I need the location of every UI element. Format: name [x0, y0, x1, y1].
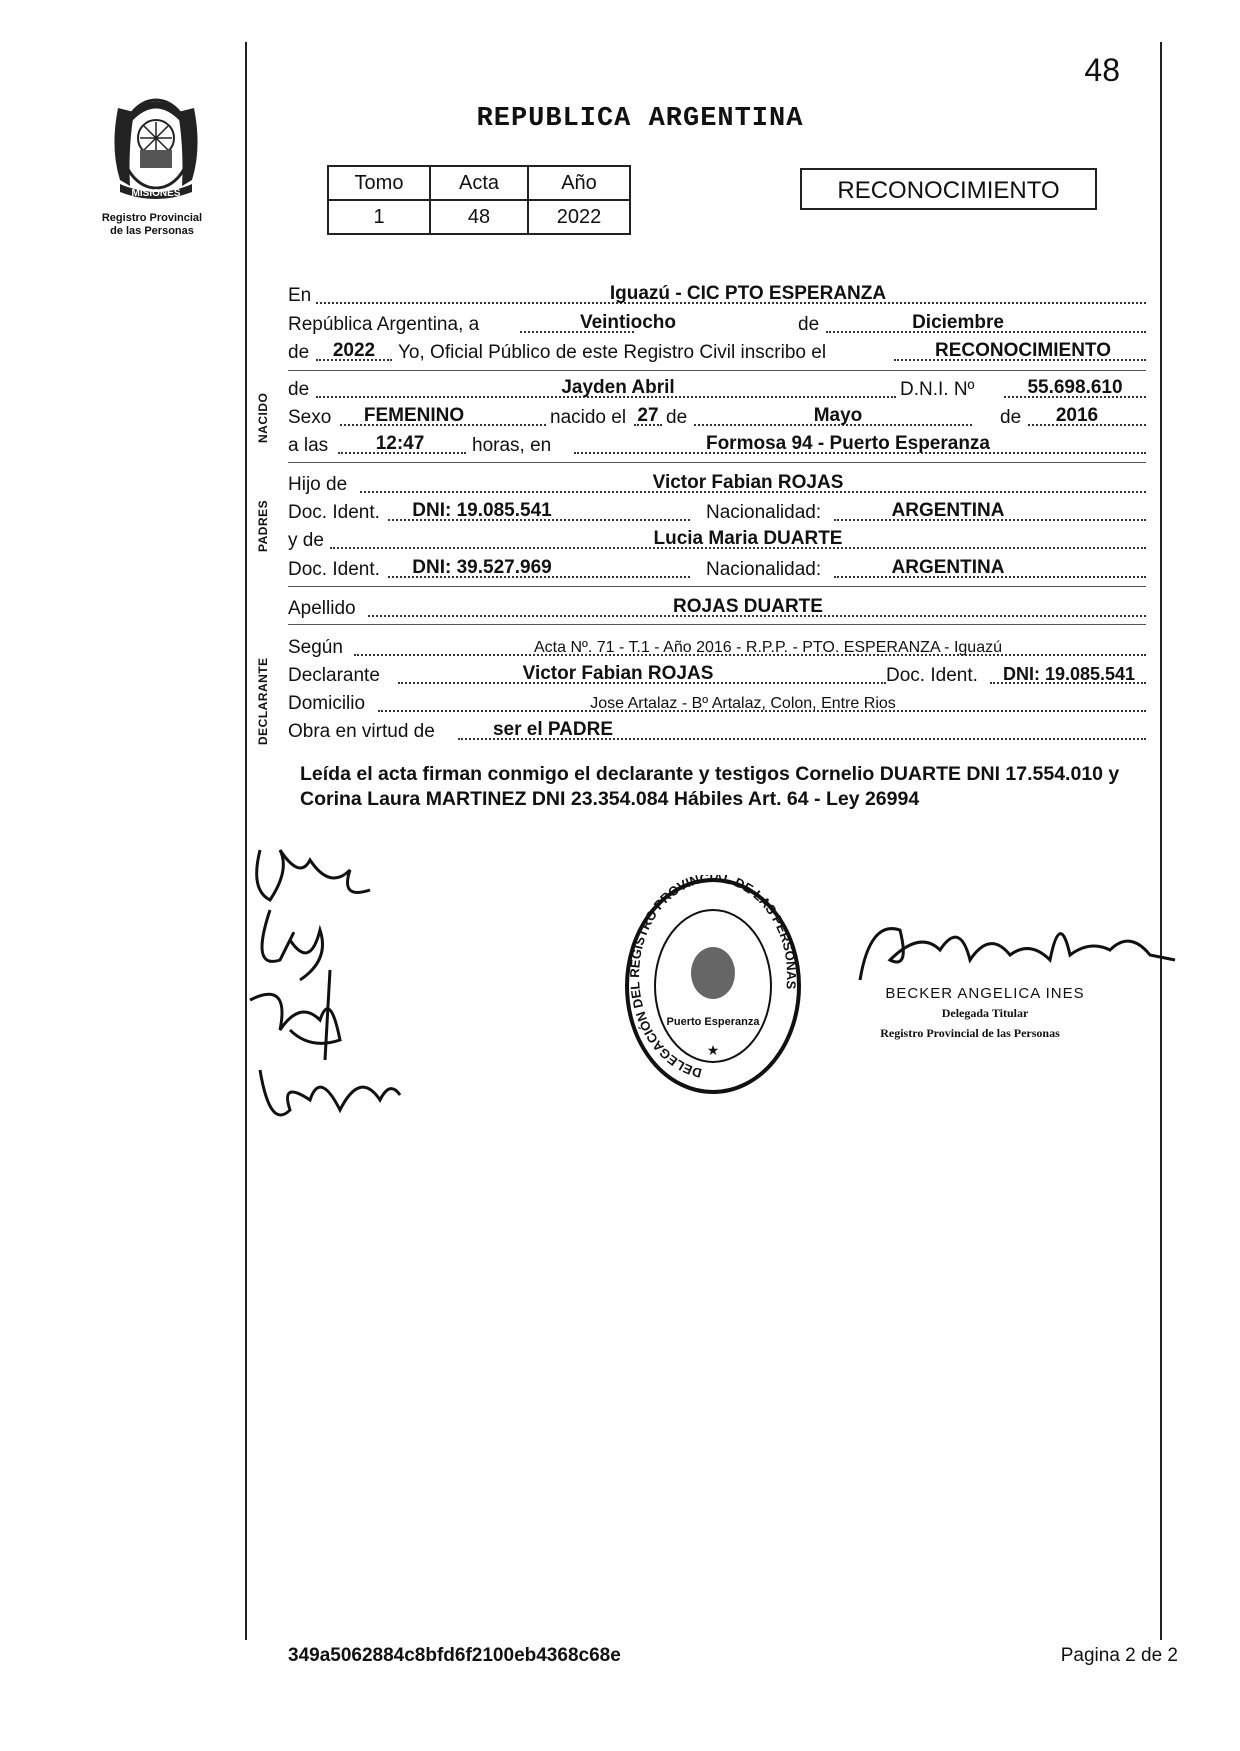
yde-label: y de [288, 530, 324, 551]
section-rule [288, 370, 1146, 371]
row-segun [288, 632, 1146, 660]
document-title: REPUBLICA ARGENTINA [476, 104, 804, 134]
row-doc-madre [288, 554, 1146, 582]
side-label-declarante: DECLARANTE [256, 657, 270, 745]
official-signature-mark [850, 900, 1180, 995]
father-doc: DNI: 19.085.541 [412, 500, 552, 521]
page-number: 48 [1084, 52, 1120, 88]
decl-doc-value: DNI: 19.085.541 [1002, 664, 1136, 684]
sexo-value: FEMENINO [363, 405, 465, 426]
republica-label: República Argentina, a [288, 314, 480, 335]
inscribe-value: RECONOCIMIENTO [935, 340, 1111, 361]
segun-label: Según [288, 637, 343, 658]
en-label: En [288, 285, 312, 306]
act-type-box: RECONOCIMIENTO [800, 168, 1097, 210]
stamp-ring-text: DELEGACIÓN DEL REGISTRO PROVINCIAL DE LAS PERSONAS [626, 875, 800, 1081]
row-obra [288, 716, 1146, 744]
birth-month: Mayo [813, 405, 863, 426]
birth-day: 27 [637, 405, 659, 426]
stamp-inner-text: Puerto Esperanza [666, 1016, 760, 1028]
book-table [327, 165, 631, 235]
official-text: Yo, Oficial Público de este Registro Civil inscribo el [398, 342, 827, 363]
nacido-label: nacido el [550, 407, 627, 428]
father-name: Victor Fabian ROJAS [652, 472, 844, 493]
book-value-acta: 48 [430, 200, 528, 234]
official-name: BECKER ANGELICA INES [885, 985, 1085, 1002]
alas-label: a las [288, 435, 329, 456]
book-header-tomo: Tomo [328, 166, 430, 200]
obra-value: ser el PADRE [492, 719, 614, 740]
book-header-anio: Año [528, 166, 630, 200]
segun-value: Acta Nº. 71 - T.1 - Año 2016 - R.P.P. - PTO. ESPERANZA - Iguazú [534, 639, 1002, 656]
book-header-acta: Acta [430, 166, 528, 200]
stamp-star-icon: ★ [706, 1042, 720, 1058]
seal-caption-line2: de las Personas [110, 225, 194, 237]
row-doc-padre [288, 497, 1146, 525]
domicilio-label: Domicilio [288, 693, 366, 714]
birth-year: 2016 [1055, 405, 1099, 426]
birth-place: Formosa 94 - Puerto Esperanza [705, 433, 991, 454]
section-rule [288, 462, 1146, 463]
dni-label: D.N.I. Nº [900, 379, 975, 400]
de3-label: de [666, 407, 688, 428]
section-rule [288, 624, 1146, 625]
row-apellido [288, 593, 1146, 621]
mother-name: Lucia Maria DUARTE [653, 528, 843, 549]
month-value: Diciembre [912, 312, 1004, 333]
nac-label: Nacionalidad: [706, 502, 822, 523]
row-en [288, 280, 1146, 308]
year-value: 2022 [332, 340, 376, 361]
side-label-padres: PADRES [256, 499, 270, 552]
right-margin-line [1160, 42, 1162, 1640]
row-domicilio [288, 688, 1146, 716]
official-office: Registro Provincial de las Personas [880, 1026, 1060, 1040]
row-nombre [288, 374, 1146, 402]
day-value: Veintiocho [579, 312, 677, 333]
declarante-label: Declarante [288, 665, 380, 686]
doc-label: Doc. Ident. [288, 502, 380, 523]
witness-signatures [230, 830, 410, 1140]
declarante-value: Victor Fabian ROJAS [522, 663, 714, 684]
sexo-label: Sexo [288, 407, 332, 428]
de2-label: de [288, 342, 310, 363]
surname-value: ROJAS DUARTE [673, 596, 823, 617]
seal-caption-line1: Registro Provincial [101, 212, 203, 224]
section-rule [288, 586, 1146, 587]
row-declarante [288, 660, 1146, 688]
row-sexo [288, 402, 1146, 430]
doc-label-2: Doc. Ident. [288, 559, 380, 580]
father-nat: ARGENTINA [891, 500, 1005, 521]
horas-label: horas, en [472, 435, 552, 456]
apellido-label: Apellido [288, 598, 356, 619]
side-label-nacido: NACIDO [256, 392, 270, 443]
row-fecha [288, 309, 1146, 337]
mother-nat: ARGENTINA [891, 557, 1005, 578]
document-hash: 349a5062884c8bfd6f2100eb4368c68e [288, 1645, 621, 1666]
row-inscribe [288, 337, 1146, 365]
nac-label-2: Nacionalidad: [706, 559, 822, 580]
decl-doc-label: Doc. Ident. [886, 665, 978, 686]
row-hora [288, 430, 1146, 458]
page-indicator: Pagina 2 de 2 [1060, 1645, 1178, 1666]
dni-value: 55.698.610 [1027, 377, 1123, 398]
row-hijo [288, 469, 1146, 497]
seal-caption [72, 212, 232, 238]
row-madre [288, 525, 1146, 553]
en-value: Iguazú - CIC PTO ESPERANZA [609, 283, 887, 304]
mother-doc: DNI: 39.527.969 [412, 557, 552, 578]
name-value: Jayden Abril [561, 377, 675, 398]
official-title: Delegada Titular [941, 1006, 1029, 1020]
de4-label: de [1000, 407, 1022, 428]
de-label: de [798, 314, 820, 335]
book-value-anio: 2022 [528, 200, 630, 234]
name-label: de [288, 379, 310, 400]
obra-label: Obra en virtud de [288, 721, 435, 742]
official-stamp [622, 875, 804, 1097]
birth-time: 12:47 [375, 433, 425, 454]
hijo-label: Hijo de [288, 474, 348, 495]
closing-statement: Leída el acta firman conmigo el declarante y testigos Cornelio DUARTE DNI 17.554.010 y Corina Laura MARTINEZ DNI 23.354.084 Hábiles Art. 64 - Ley 26994 [300, 763, 1120, 810]
seal-label-text: MISIONES [131, 188, 181, 199]
book-value-tomo: 1 [328, 200, 430, 234]
domicilio-value: Jose Artalaz - Bº Artalaz, Colon, Entre Rios [590, 695, 896, 712]
